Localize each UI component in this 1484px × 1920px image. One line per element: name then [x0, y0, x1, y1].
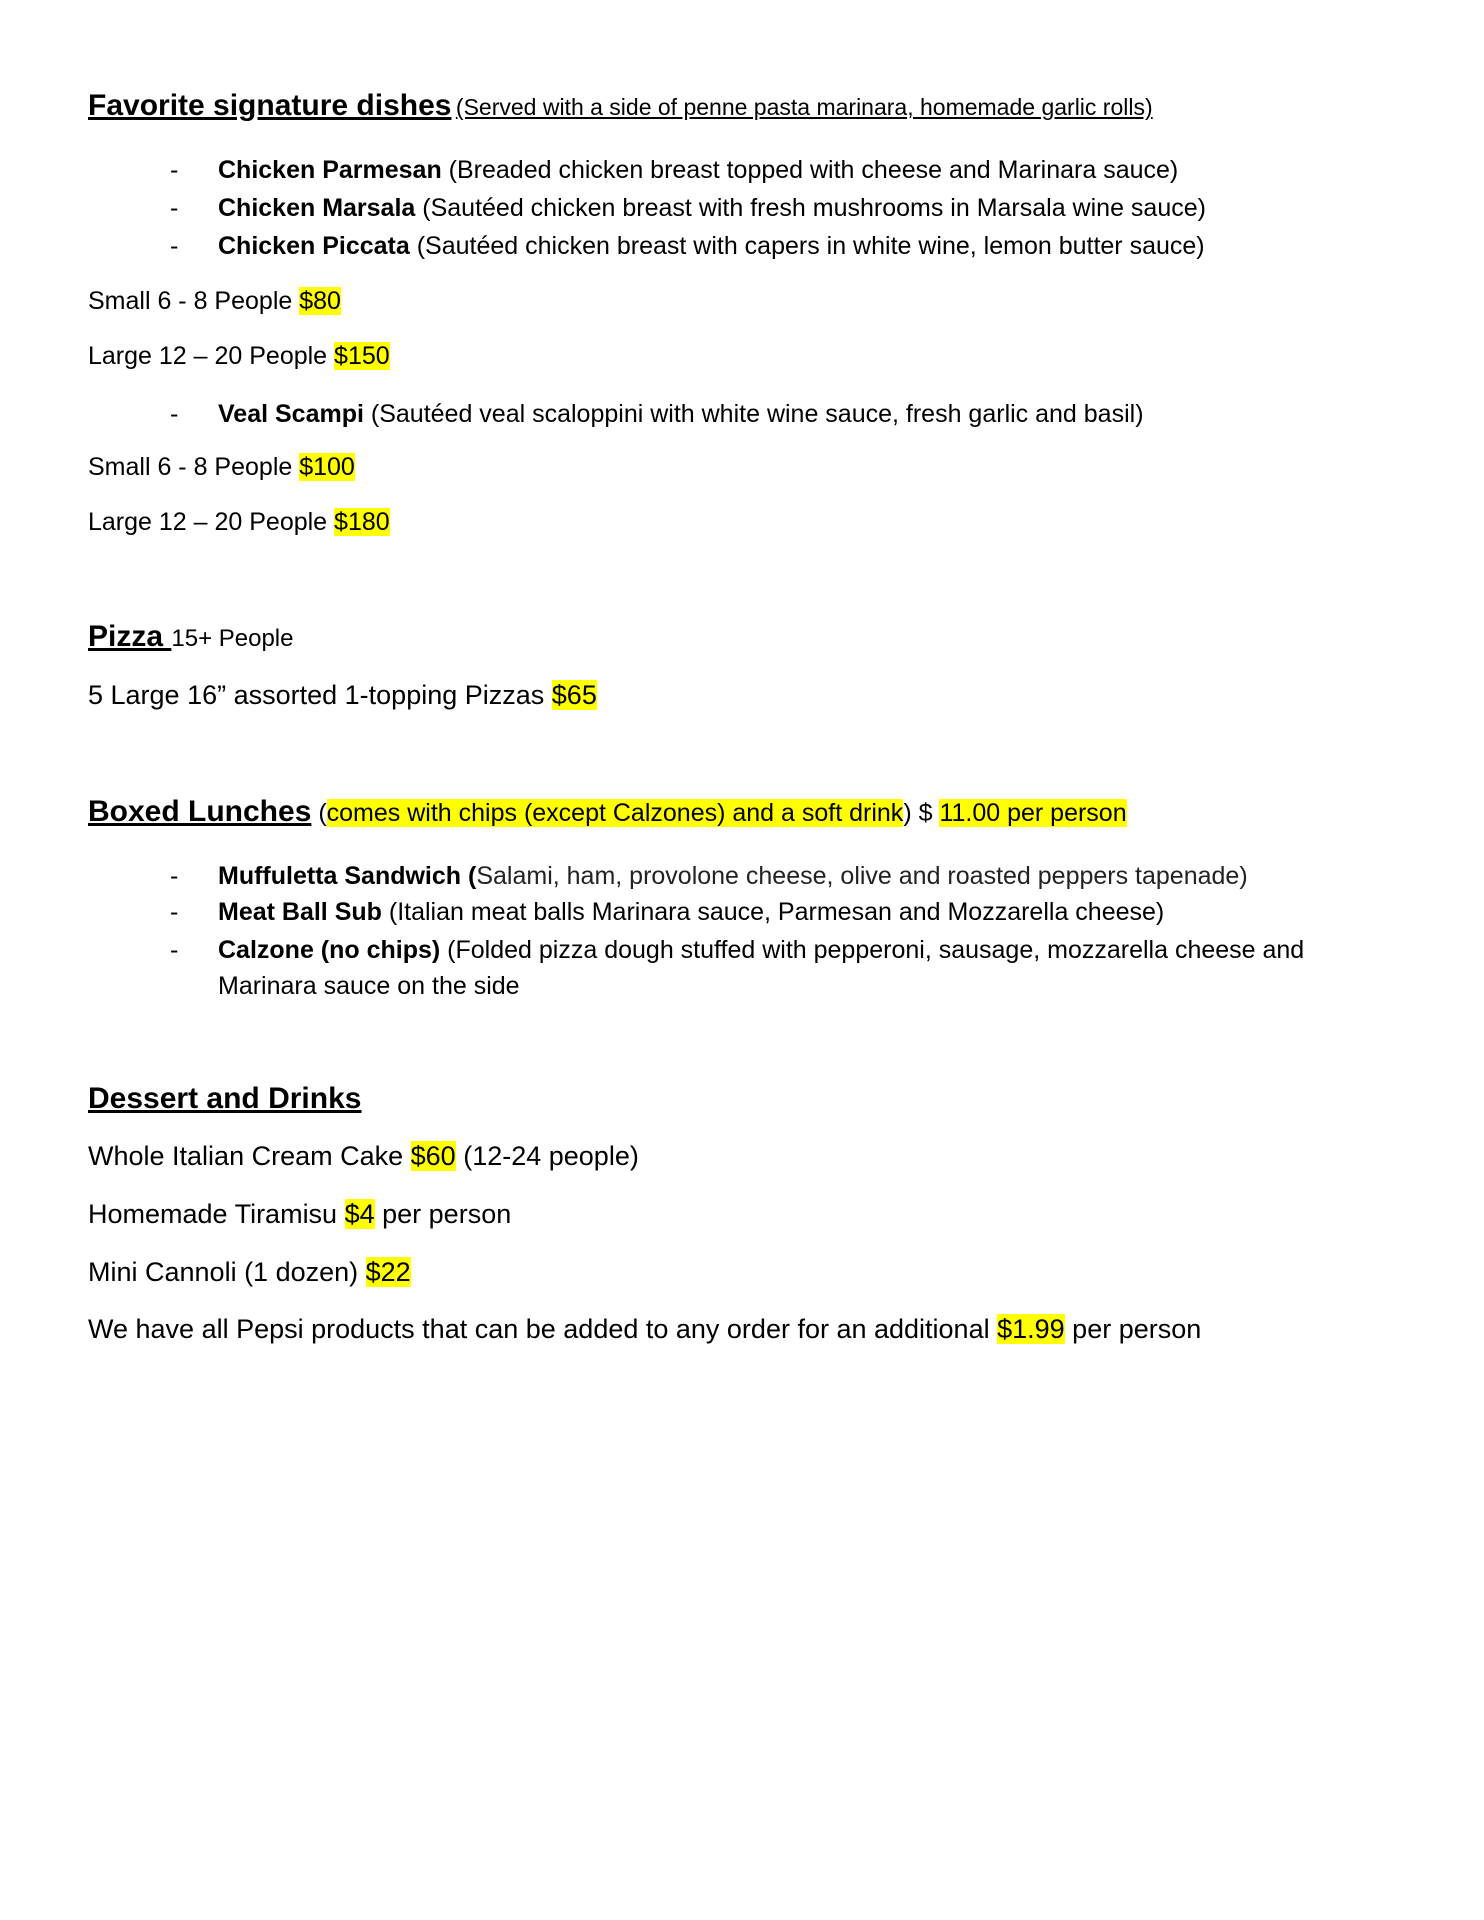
cake-note: (12-24 people) [455, 1141, 639, 1171]
boxed-item-desc: (Italian meat balls Marinara sauce, Parmesan and Mozzarella cheese) [381, 898, 1165, 926]
bullet-dash: - [170, 400, 179, 428]
price-highlight: $80 [299, 287, 341, 315]
boxed-item-name: Calzone (no chips) [218, 936, 441, 964]
cake-label: Whole Italian Cream Cake [88, 1141, 411, 1171]
pizza-title: Pizza [88, 620, 172, 653]
size-label: Small 6 - 8 People [88, 287, 300, 315]
boxed-title: Boxed Lunches [88, 795, 312, 828]
boxed-price: 11.00 per person [939, 799, 1127, 827]
dish-name: Chicken Marsala [218, 194, 416, 222]
price-highlight: $22 [365, 1257, 411, 1287]
price-highlight: $150 [334, 342, 390, 370]
dish-name: Veal Scampi [218, 400, 364, 428]
boxed-note-close: ) $ [903, 799, 940, 827]
pizza-heading [88, 619, 293, 655]
bullet-dash: - [170, 936, 179, 964]
signature-subtitle: (Served with a side of penne pasta marinara, homemade garlic rolls) [455, 94, 1153, 120]
size-label: Small 6 - 8 People [88, 453, 300, 481]
pizza-item-label: 5 Large 16” assorted 1-topping Pizzas [88, 680, 552, 710]
drinks-note: per person [1064, 1314, 1202, 1344]
price-highlight: $4 [344, 1199, 375, 1229]
price-highlight: $100 [299, 453, 355, 481]
bullet-dash: - [170, 862, 179, 890]
cannoli-label: Mini Cannoli (1 dozen) [88, 1257, 366, 1287]
boxed-item-name: Muffuletta Sandwich ( [218, 862, 477, 890]
bullet-dash: - [170, 898, 179, 926]
price-highlight: $65 [551, 680, 597, 710]
boxed-item-desc: Salami, ham, provolone cheese, olive and roasted peppers tapenade) [476, 862, 1248, 890]
dish-desc: (Breaded chicken breast topped with cheese and Marinara sauce) [441, 156, 1179, 184]
drinks-label: We have all Pepsi products that can be added to any order for an additional [88, 1314, 998, 1344]
cake-line [88, 1140, 639, 1172]
boxed-heading [88, 794, 1127, 830]
boxed-item-name: Meat Ball Sub [218, 898, 382, 926]
pizza-subtitle: 15+ People [171, 625, 294, 652]
size-label: Large 12 – 20 People [88, 342, 335, 370]
dish-name: Chicken Piccata [218, 232, 410, 260]
bullet-dash: - [170, 194, 179, 222]
dessert-title: Dessert and Drinks [88, 1082, 362, 1115]
bullet-dash: - [170, 156, 179, 184]
price-highlight: $1.99 [997, 1314, 1065, 1344]
tiramisu-label: Homemade Tiramisu [88, 1199, 345, 1229]
signature-heading [88, 88, 1153, 124]
dish-desc: (Sautéed chicken breast with capers in white wine, lemon butter sauce) [409, 232, 1205, 260]
dessert-heading [88, 1081, 361, 1117]
boxed-note-open: ( [311, 799, 327, 827]
tiramisu-note: per person [374, 1199, 512, 1229]
veal-small-price-line [88, 452, 355, 482]
tiramisu-line [88, 1198, 511, 1230]
cannoli-line [88, 1256, 411, 1288]
price-highlight: $60 [410, 1141, 456, 1171]
boxed-note: comes with chips (except Calzones) and a soft drink [326, 799, 904, 827]
dish-name: Chicken Parmesan [218, 156, 442, 184]
dish-desc: (Sautéed chicken breast with fresh mushrooms in Marsala wine sauce) [415, 194, 1206, 222]
dish-desc: (Sautéed veal scaloppini with white wine sauce, fresh garlic and basil) [363, 400, 1144, 428]
bullet-dash: - [170, 232, 179, 260]
chicken-small-price-line [88, 286, 341, 316]
price-highlight: $180 [334, 508, 390, 536]
boxed-item-desc: (Folded pizza dough stuffed with pepperoni, sausage, mozzarella cheese and Marinara sauce on the side [218, 936, 1305, 1001]
pizza-item-line [88, 679, 597, 711]
veal-large-price-line [88, 507, 390, 537]
signature-title: Favorite signature dishes [88, 89, 452, 122]
size-label: Large 12 – 20 People [88, 508, 335, 536]
chicken-large-price-line [88, 341, 390, 371]
drinks-line [88, 1313, 1201, 1345]
